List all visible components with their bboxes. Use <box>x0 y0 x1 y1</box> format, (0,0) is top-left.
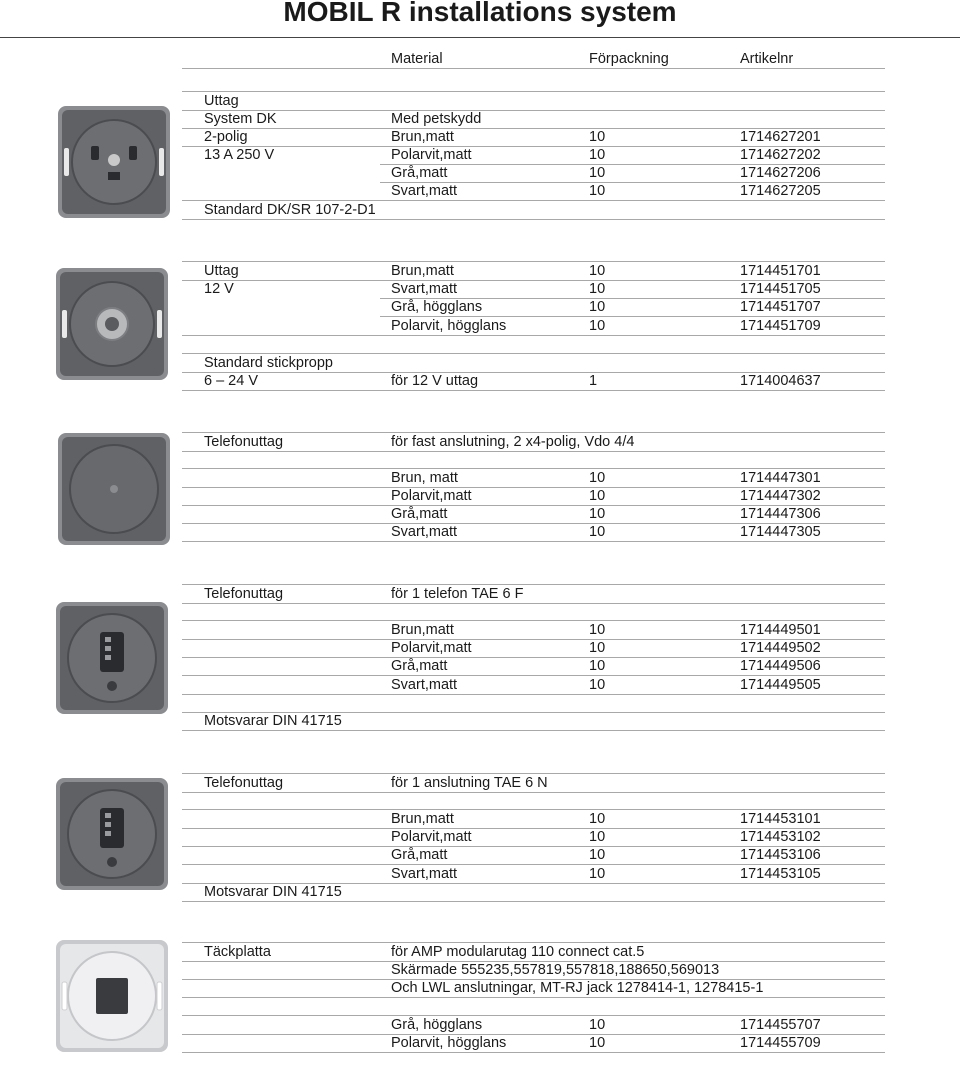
table-row <box>0 979 960 997</box>
row-material: Grå,matt <box>391 658 448 674</box>
row-pack: 10 <box>589 281 606 297</box>
row-pack: 10 <box>589 165 606 181</box>
row-label: 6 – 24 V <box>204 373 259 389</box>
table-row <box>0 487 960 505</box>
table-row <box>0 182 960 200</box>
table-row <box>0 585 960 603</box>
row-rule <box>182 730 885 731</box>
table-row <box>0 810 960 828</box>
row-pack: 10 <box>589 1035 606 1051</box>
row-label: System DK <box>204 111 277 127</box>
row-material: Skärmade 555235,557819,557818,188650,569013 <box>391 962 720 978</box>
table-row <box>0 92 960 110</box>
table-row <box>0 943 960 961</box>
header-article: Artikelnr <box>740 51 794 67</box>
row-pack: 10 <box>589 866 606 882</box>
row-article: 1714627205 <box>740 183 821 199</box>
row-label: Motsvarar DIN 41715 <box>204 884 342 900</box>
table-row <box>0 372 960 390</box>
row-material: Brun,matt <box>391 811 454 827</box>
row-label: Standard stickpropp <box>204 355 333 371</box>
row-rule <box>182 541 885 542</box>
table-row <box>0 317 960 335</box>
row-article: 1714451701 <box>740 263 821 279</box>
row-material: för 1 anslutning TAE 6 N <box>391 775 548 791</box>
row-label: Uttag <box>204 93 239 109</box>
row-pack: 10 <box>589 488 606 504</box>
row-material: Polarvit,matt <box>391 829 472 845</box>
table-row <box>0 712 960 730</box>
row-pack: 10 <box>589 622 606 638</box>
row-material: Brun, matt <box>391 470 458 486</box>
row-material: Grå, högglans <box>391 1017 483 1033</box>
row-rule <box>182 335 885 336</box>
row-pack: 10 <box>589 318 606 334</box>
table-row <box>0 1016 960 1034</box>
row-pack: 10 <box>589 658 606 674</box>
row-article: 1714449506 <box>740 658 821 674</box>
row-article: 1714453105 <box>740 866 821 882</box>
row-pack: 10 <box>589 299 606 315</box>
table-row <box>0 298 960 316</box>
row-article: 1714627201 <box>740 129 821 145</box>
table-row <box>0 846 960 864</box>
row-article: 1714451705 <box>740 281 821 297</box>
row-material: Brun,matt <box>391 129 454 145</box>
row-article: 1714453101 <box>740 811 821 827</box>
row-rule <box>182 603 885 604</box>
row-material: för 12 V uttag <box>391 373 479 389</box>
row-rule <box>182 901 885 902</box>
table-row <box>0 146 960 164</box>
row-rule <box>182 390 885 391</box>
table-row <box>0 883 960 901</box>
row-article: 1714449501 <box>740 622 821 638</box>
header-material: Material <box>391 51 443 67</box>
table-row <box>0 433 960 451</box>
row-article: 1714004637 <box>740 373 821 389</box>
table-row <box>0 469 960 487</box>
table-row <box>0 110 960 128</box>
row-label: Telefonuttag <box>204 775 284 791</box>
row-material: Svart,matt <box>391 281 458 297</box>
table-row <box>0 164 960 182</box>
row-pack: 10 <box>589 263 606 279</box>
row-label: Telefonuttag <box>204 586 284 602</box>
row-pack: 10 <box>589 129 606 145</box>
row-label: Motsvarar DIN 41715 <box>204 713 342 729</box>
row-material: Brun,matt <box>391 263 454 279</box>
header-rule <box>182 68 885 69</box>
row-material: Polarvit, högglans <box>391 318 507 334</box>
row-label: 13 A 250 V <box>204 147 275 163</box>
row-material: Svart,matt <box>391 524 458 540</box>
row-pack: 10 <box>589 640 606 656</box>
row-material: Brun,matt <box>391 622 454 638</box>
row-rule <box>182 219 885 220</box>
row-material: Svart,matt <box>391 677 458 693</box>
row-label: Telefonuttag <box>204 434 284 450</box>
row-article: 1714455707 <box>740 1017 821 1033</box>
table-row <box>0 961 960 979</box>
row-material: Polarvit,matt <box>391 488 472 504</box>
row-article: 1714627202 <box>740 147 821 163</box>
row-label: 12 V <box>204 281 234 297</box>
row-rule <box>182 1052 885 1053</box>
row-rule <box>182 451 885 452</box>
row-pack: 10 <box>589 183 606 199</box>
table-row <box>0 657 960 675</box>
table-row <box>0 865 960 883</box>
row-material: Svart,matt <box>391 183 458 199</box>
page-title: MOBIL R installations system <box>283 0 677 27</box>
table-row <box>0 774 960 792</box>
row-article: 1714447305 <box>740 524 821 540</box>
table-row <box>0 523 960 541</box>
table-row <box>0 828 960 846</box>
row-material: Grå, högglans <box>391 299 483 315</box>
row-material: Grå,matt <box>391 506 448 522</box>
row-material: Svart,matt <box>391 866 458 882</box>
row-article: 1714449502 <box>740 640 821 656</box>
row-article: 1714447302 <box>740 488 821 504</box>
table-row <box>0 1034 960 1052</box>
table-row <box>0 621 960 639</box>
table-row <box>0 505 960 523</box>
row-material: Grå,matt <box>391 847 448 863</box>
row-label: Täckplatta <box>204 944 271 960</box>
row-article: 1714449505 <box>740 677 821 693</box>
table-row <box>0 262 960 280</box>
row-pack: 10 <box>589 847 606 863</box>
row-article: 1714451709 <box>740 318 821 334</box>
row-rule <box>182 792 885 793</box>
row-rule <box>182 694 885 695</box>
header-package: Förpackning <box>589 51 669 67</box>
row-pack: 10 <box>589 811 606 827</box>
row-rule <box>182 997 885 998</box>
row-pack: 10 <box>589 524 606 540</box>
table-header <box>0 50 960 68</box>
row-material: Polarvit, högglans <box>391 1035 507 1051</box>
row-article: 1714447301 <box>740 470 821 486</box>
row-label: Uttag <box>204 263 239 279</box>
row-pack: 10 <box>589 506 606 522</box>
row-article: 1714453106 <box>740 847 821 863</box>
row-material: Polarvit,matt <box>391 640 472 656</box>
row-pack: 10 <box>589 677 606 693</box>
row-article: 1714453102 <box>740 829 821 845</box>
table-row <box>0 280 960 298</box>
row-material: för 1 telefon TAE 6 F <box>391 586 524 602</box>
row-label: Standard DK/SR 107-2-D1 <box>204 202 376 218</box>
row-article: 1714455709 <box>740 1035 821 1051</box>
row-material: för fast anslutning, 2 x4-polig, Vdo 4/4 <box>391 434 635 450</box>
row-material: för AMP modularutag 110 connect cat.5 <box>391 944 645 960</box>
row-article: 1714627206 <box>740 165 821 181</box>
row-pack: 1 <box>589 373 598 389</box>
row-material: Med petskydd <box>391 111 482 127</box>
row-pack: 10 <box>589 829 606 845</box>
row-article: 1714451707 <box>740 299 821 315</box>
row-material: Polarvit,matt <box>391 147 472 163</box>
row-material: Grå,matt <box>391 165 448 181</box>
table-row <box>0 639 960 657</box>
row-material: Och LWL anslutningar, MT-RJ jack 1278414-1, 1278415-1 <box>391 980 764 996</box>
table-row <box>0 354 960 372</box>
row-pack: 10 <box>589 1017 606 1033</box>
table-row <box>0 128 960 146</box>
row-pack: 10 <box>589 470 606 486</box>
row-label: 2-polig <box>204 129 248 145</box>
table-row <box>0 676 960 694</box>
row-pack: 10 <box>589 147 606 163</box>
title-divider <box>0 37 960 38</box>
row-article: 1714447306 <box>740 506 821 522</box>
table-row <box>0 201 960 219</box>
